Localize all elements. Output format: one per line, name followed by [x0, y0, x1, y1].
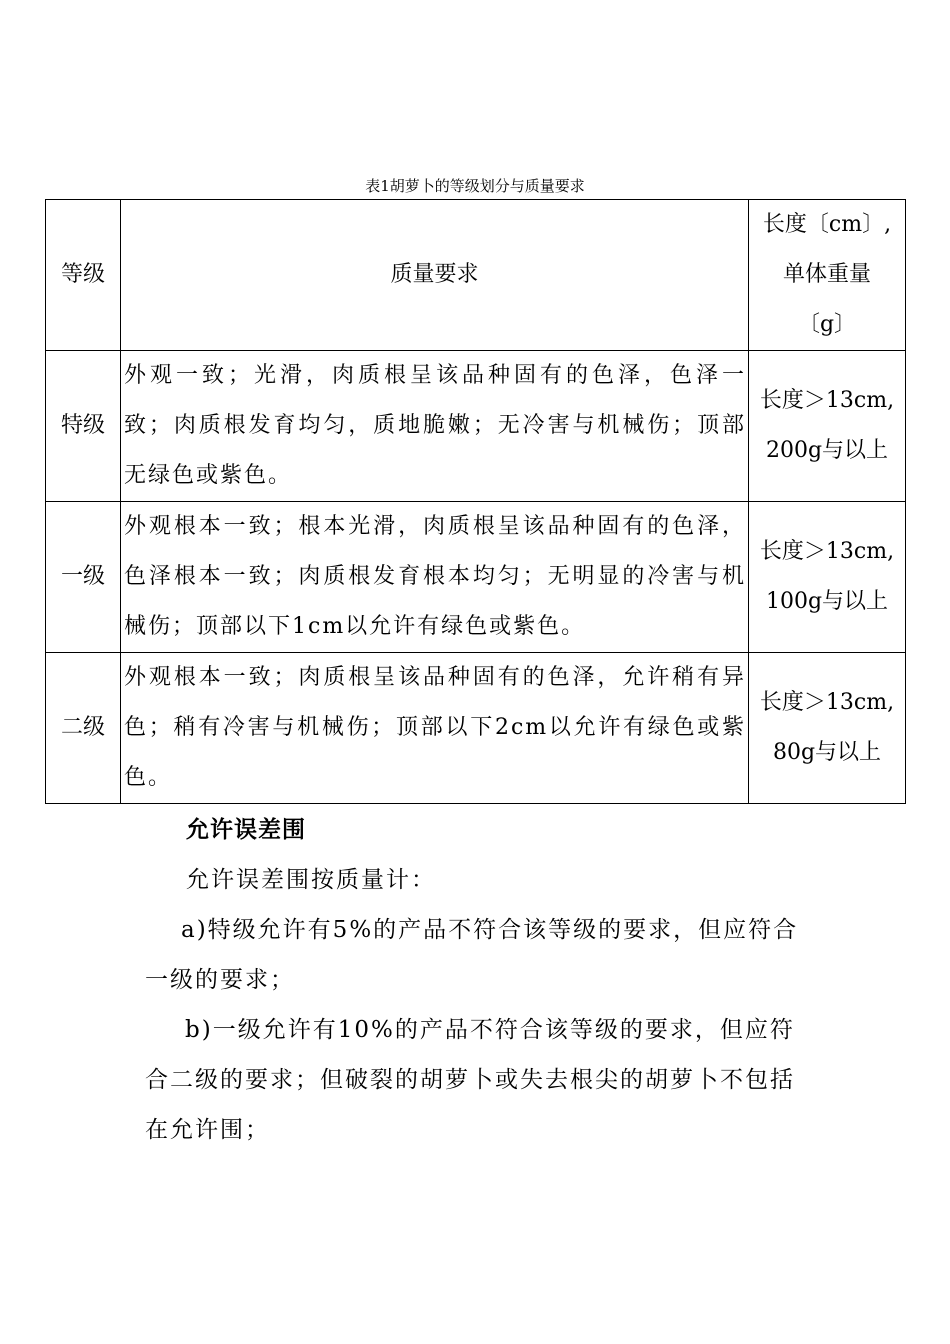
- table-caption: 表1胡萝卜的等级划分与质量要求: [365, 177, 585, 195]
- header-size-line1: 长度〔cm〕,: [762, 212, 892, 237]
- row-quality: 外观一致；光滑，肉质根呈该品种固有的色泽，色泽一致；肉质根发育均匀，质地脆嫩；无冷害与机械伤；顶部无绿色或紫色。: [121, 351, 749, 502]
- tolerance-intro: 允许误差围按质量计：: [186, 867, 436, 893]
- table-row: [46, 351, 906, 502]
- row-grade: 一级: [46, 502, 121, 653]
- table-row: [46, 653, 906, 804]
- header-size: [749, 200, 906, 351]
- header-quality: 质量要求: [121, 200, 749, 351]
- row-grade: 特级: [46, 351, 121, 502]
- row-length: 长度＞13cm,: [759, 388, 895, 413]
- row-length: 长度＞13cm,: [759, 690, 895, 715]
- table-row: [46, 502, 906, 653]
- row-size: [749, 653, 906, 804]
- tolerance-item-a: a)特级允许有5%的产品不符合该等级的要求，但应符合一级的要求；: [145, 917, 799, 993]
- row-grade: 二级: [46, 653, 121, 804]
- row-weight: 80g与以上: [772, 740, 882, 765]
- header-grade: 等级: [46, 200, 121, 351]
- section-title: 允许误差围: [186, 816, 306, 843]
- row-length: 长度＞13cm,: [759, 539, 895, 564]
- header-size-line3: 〔g〕: [797, 312, 857, 337]
- table-header-row: [46, 200, 906, 351]
- grade-quality-table: [45, 199, 906, 804]
- row-size: [749, 502, 906, 653]
- row-size: [749, 351, 906, 502]
- row-quality: 外观根本一致；根本光滑，肉质根呈该品种固有的色泽，色泽根本一致；肉质根发育根本均匀；无明显的冷害与机械伤；顶部以下1cm以允许有绿色或紫色。: [121, 502, 749, 653]
- header-size-line2: 单体重量: [782, 262, 871, 287]
- row-quality: 外观根本一致；肉质根呈该品种固有的色泽，允许稍有异色；稍有冷害与机械伤；顶部以下2cm以允许有绿色或紫色。: [121, 653, 749, 804]
- row-weight: 200g与以上: [765, 438, 889, 463]
- tolerance-item-b: b)一级允许有10%的产品不符合该等级的要求，但应符合二级的要求；但破裂的胡萝卜或失去根尖的胡萝卜不包括在允许围；: [145, 1017, 795, 1143]
- row-weight: 100g与以上: [765, 589, 889, 614]
